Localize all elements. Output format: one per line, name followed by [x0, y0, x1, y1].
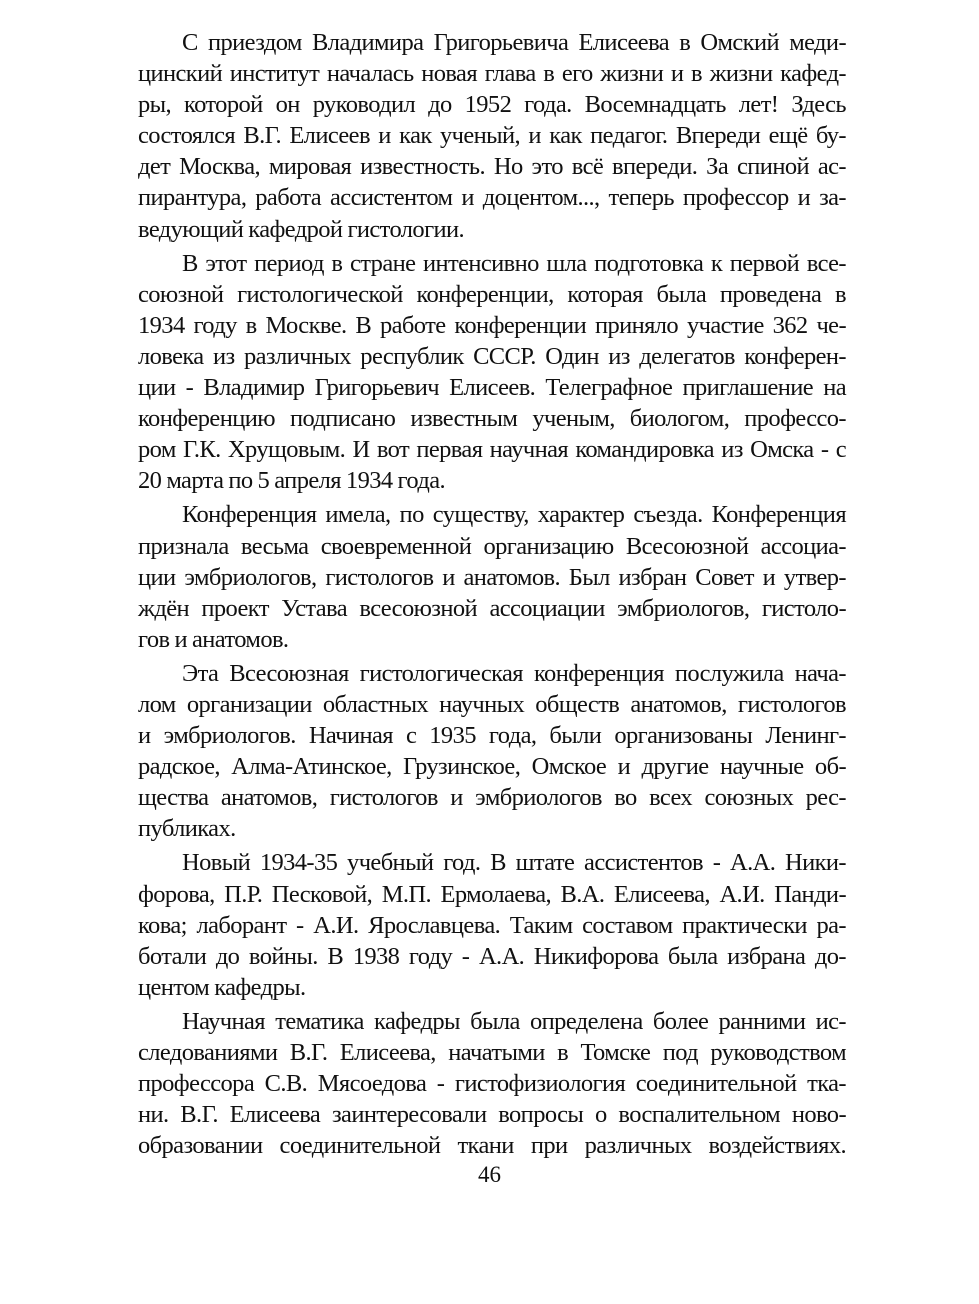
text-line: конференцию подписано известным ученым, биологом, профессо-	[138, 405, 846, 433]
text-line: ведующий кафедрой гистологии.	[138, 215, 465, 243]
text-line: союзной гистологической конференции, которая была проведена в	[138, 280, 846, 308]
text-line: ни. В.Г. Елисеева заинтересовали вопросы о воспалительном ново-	[138, 1101, 846, 1129]
text-line: форова, П.Р. Песковой, М.П. Ермолаева, В.А. Елисеева, А.И. Панди-	[138, 880, 846, 908]
text-line: гов и анатомов.	[138, 625, 289, 653]
page-number: 46	[478, 1162, 501, 1187]
text-line: ждён проект Устава всесоюзной ассоциации эмбриологов, гистоло-	[138, 594, 846, 622]
paragraph	[138, 248, 846, 497]
text-line: радское, Алма-Атинское, Грузинское, Омское и другие научные об-	[138, 753, 846, 781]
text-line: лом организации областных научных обществ анатомов, гистологов	[138, 690, 846, 718]
text-line: С приездом Владимира Григорьевича Елисеева в Омский меди-	[182, 29, 846, 56]
text-line: Конференция имела, по существу, характер съезда. Конференция	[182, 501, 846, 529]
text-line: дет Москва, мировая известность. Но это всё впереди. За спиной ас-	[138, 153, 846, 181]
text-line: признала весьма своевременной организацию Всесоюзной ассоциа-	[138, 532, 846, 560]
paragraph	[138, 1006, 846, 1161]
paragraph	[138, 847, 846, 1002]
text-line: щества анатомов, гистологов и эмбриологов во всех союзных рес-	[138, 784, 846, 812]
text-line: ром Г.К. Хрущовым. И вот первая научная командировка из Омска - с	[138, 436, 846, 464]
paragraph	[138, 27, 846, 245]
text-line: ры, которой он руководил до 1952 года. Восемнадцать лет! Здесь	[138, 91, 846, 119]
text-line: образовании соединительной ткани при различных воздействиях.	[138, 1132, 846, 1160]
text-line: состоялся В.Г. Елисеев и как ученый, и как педагог. Впереди ещё бу-	[138, 122, 846, 150]
text-line: ции эмбриологов, гистологов и анатомов. Был избран Совет и утвер-	[138, 563, 846, 591]
text-line: профессора С.В. Мясоедова - гистофизиология соединительной тка-	[138, 1070, 846, 1098]
text-line: центом кафедры.	[138, 973, 306, 1001]
text-line: пирантура, работа ассистентом и доцентом..., теперь профессор и за-	[138, 184, 846, 212]
paragraph	[138, 658, 846, 845]
text-line: Новый 1934-35 учебный год. В штате ассистентов - А.А. Ники-	[182, 849, 846, 877]
text-line: В этот период в стране интенсивно шла подготовка к первой все-	[182, 249, 846, 277]
text-line: публиках.	[138, 815, 236, 843]
text-line: Эта Всесоюзная гистологическая конференция послужила нача-	[182, 659, 846, 687]
text-line: 1934 году в Москве. В работе конференции приняло участие 362 че-	[138, 311, 846, 339]
text-line: цинский институт началась новая глава в его жизни и в жизни кафед-	[138, 60, 846, 88]
text-line: следованиями В.Г. Елисеева, начатыми в Томске под руководством	[138, 1039, 846, 1066]
text-line: ции - Владимир Григорьевич Елисеев. Телеграфное приглашение на	[138, 374, 846, 402]
text-line: Научная тематика кафедры была определена более ранними ис-	[182, 1007, 846, 1035]
text-line: 20 марта по 5 апреля 1934 года.	[138, 467, 446, 495]
text-line: кова; лаборант - А.И. Ярославцева. Таким составом практически ра-	[138, 911, 846, 939]
paragraph	[138, 499, 846, 654]
text-line: и эмбриологов. Начиная с 1935 года, были организованы Ленинг-	[138, 722, 846, 750]
text-line: ботали до войны. В 1938 году - А.А. Никифорова была избрана до-	[138, 942, 846, 970]
text-line: ловека из различных республик СССР. Один из делегатов конферен-	[138, 342, 846, 370]
body-text	[138, 27, 846, 1161]
